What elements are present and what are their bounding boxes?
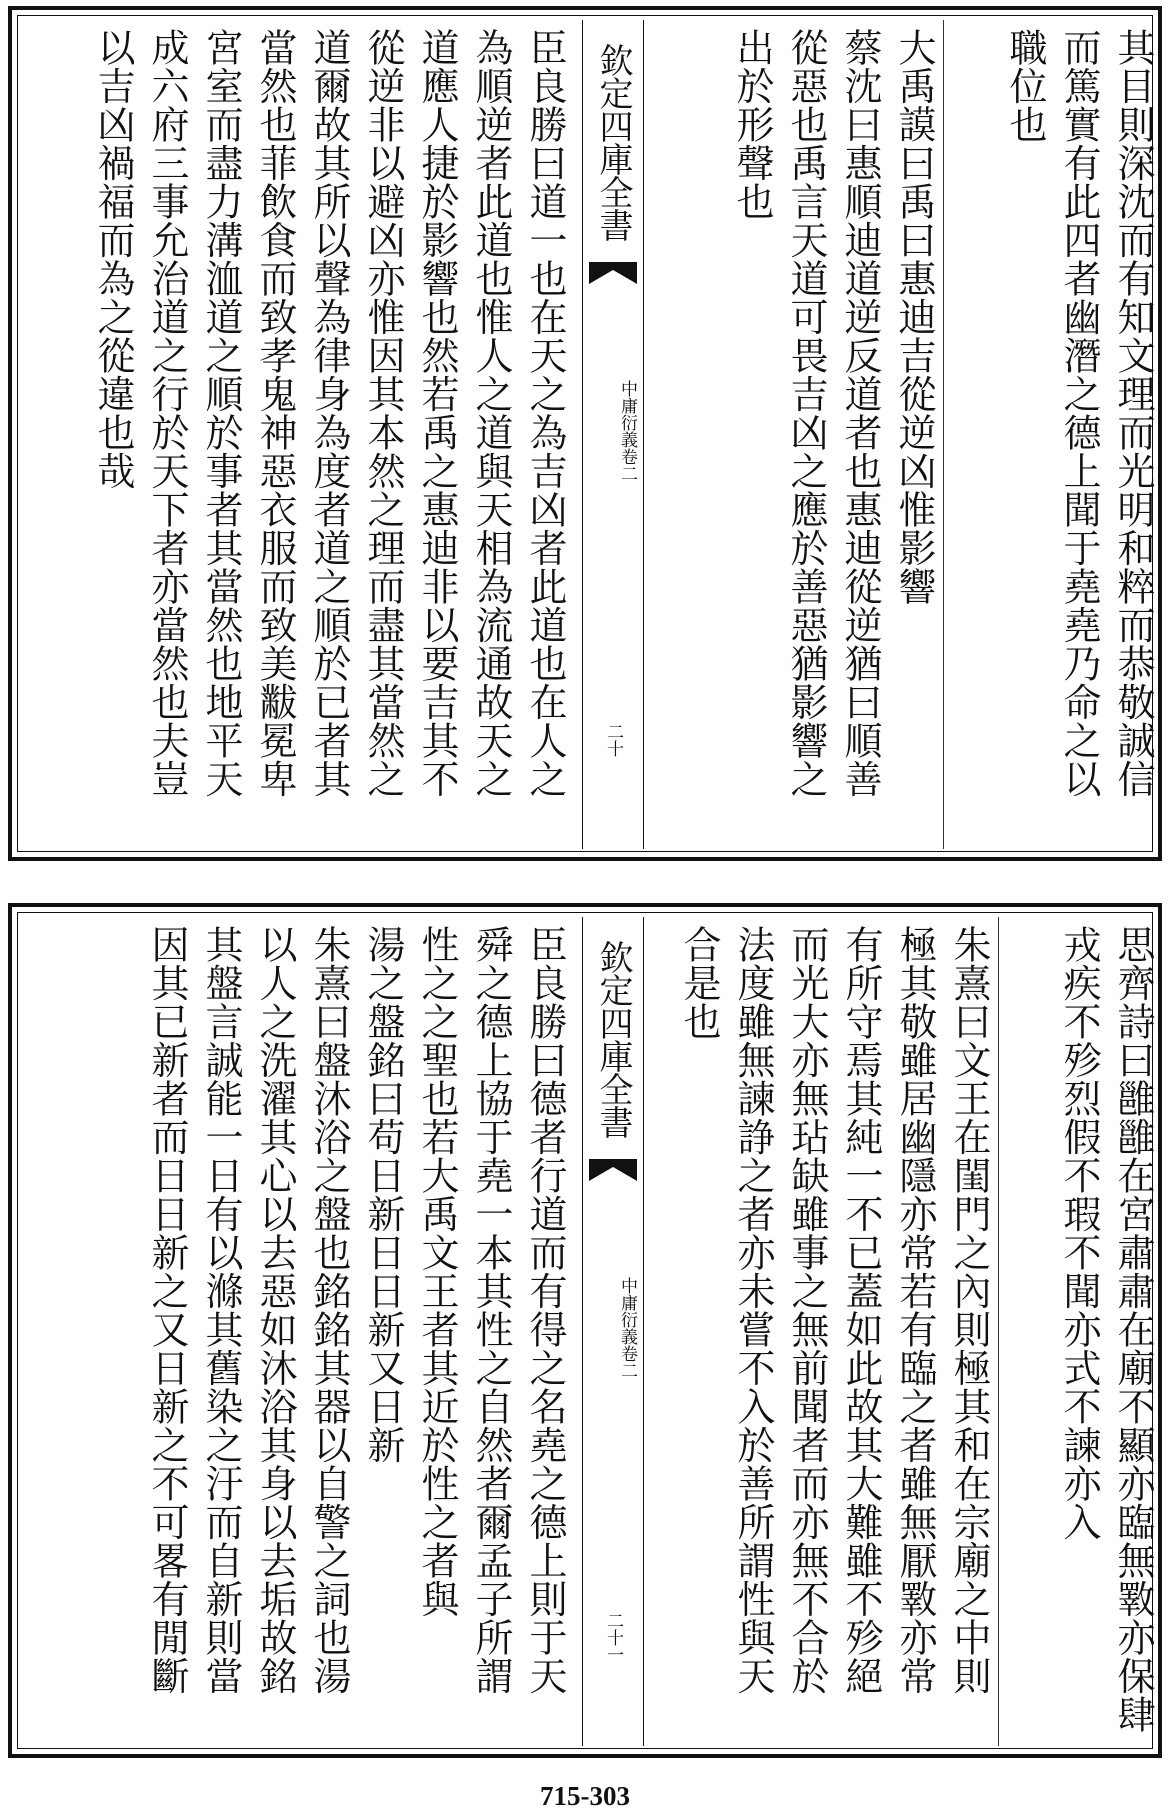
text-column: 出於形聲也 — [730, 28, 774, 221]
text-column: 極其敬雖居幽隱亦常若有臨之者雖無厭斁亦常 — [893, 925, 937, 1695]
text-column: 為順逆者此道也惟人之道與天相為流通故天之 — [469, 28, 513, 798]
center-fold — [582, 20, 644, 849]
bottom-page — [8, 903, 1162, 1758]
center-subtitle — [587, 380, 639, 600]
text-column: 朱熹曰盤沐浴之盤也銘銘其器以自警之詞也湯 — [307, 925, 351, 1695]
column-rule — [998, 917, 999, 1746]
column-rule — [943, 20, 944, 849]
fishtail-mark — [589, 1159, 637, 1181]
text-column: 思齊詩曰雝雝在宮肅肅在廟不顯亦臨無斁亦保肆 — [1111, 925, 1155, 1734]
text-column: 成六府三事允治道之行於天下者亦當然也夫豈 — [145, 28, 189, 798]
text-column: 道應人捷於影響也然若禹之惠迪非以要吉其不 — [415, 28, 459, 798]
center-subtitle — [587, 1277, 639, 1497]
text-column: 其盤言誠能一日有以滌其舊染之汙而自新則當 — [199, 925, 243, 1695]
text-column: 合是也 — [677, 925, 721, 1041]
text-column: 有所守焉其純一不已蓋如此故其大難雖不殄絕 — [839, 925, 883, 1695]
text-column: 戎疾不殄烈假不瑕不聞亦式不諫亦入 — [1057, 925, 1101, 1541]
folio-number: 二十 — [603, 723, 623, 757]
text-column: 朱熹曰文王在閨門之內則極其和在宗廟之中則 — [947, 925, 991, 1695]
text-column: 其目則深沈而有知文理而光明和粹而恭敬誠信 — [1111, 28, 1155, 798]
text-column: 蔡沈曰惠順迪道逆反道者也惠迪從逆猶曰順善 — [838, 28, 882, 798]
text-column: 大禹謨曰禹曰惠迪吉從逆凶惟影響 — [892, 28, 936, 606]
volume-label: 卷二 — [617, 448, 637, 482]
text-column: 職位也 — [1003, 28, 1047, 144]
text-column: 從逆非以避凶亦惟因其本然之理而盡其當然之 — [361, 28, 405, 798]
text-column: 而光大亦無玷缺雖事之無前聞者而亦無不合於 — [785, 925, 829, 1695]
text-column: 宮室而盡力溝洫道之順於事者其當然也地平天 — [199, 28, 243, 798]
text-column: 而篤實有此四者幽潛之德上聞于堯堯乃命之以 — [1057, 28, 1101, 798]
text-column: 臣良勝曰德者行道而有得之名堯之德上則于天 — [523, 925, 567, 1695]
text-column: 從惡也禹言天道可畏吉凶之應於善惡猶影響之 — [784, 28, 828, 798]
book-title: 中庸衍義 — [617, 380, 637, 448]
book-title: 中庸衍義 — [617, 1277, 637, 1345]
center-title: 欽定四庫全書 — [593, 940, 633, 1138]
top-page — [8, 6, 1162, 861]
text-column: 因其已新者而日日新之又日新之不可畧有閒斷 — [145, 925, 189, 1695]
text-column: 臣良勝曰道一也在天之為吉凶者此道也在人之 — [523, 28, 567, 798]
center-title: 欽定四庫全書 — [593, 43, 633, 241]
folio-number: 二十一 — [603, 1611, 623, 1663]
plate-number: 715-303 — [540, 1781, 630, 1811]
text-column: 法度雖無諫諍之者亦未嘗不入於善所謂性與天 — [731, 925, 775, 1695]
volume-label: 卷二 — [617, 1345, 637, 1379]
text-column: 以吉凶禍福而為之從違也哉 — [91, 28, 135, 490]
text-column: 當然也菲飲食而致孝鬼神惡衣服而致美黻冕卑 — [253, 28, 297, 798]
fishtail-mark — [589, 262, 637, 284]
center-fold — [582, 917, 644, 1746]
text-column: 以人之洗濯其心以去惡如沐浴其身以去垢故銘 — [253, 925, 297, 1695]
text-column: 湯之盤銘曰苟日新日日新又日新 — [361, 925, 405, 1464]
text-column: 性之之聖也若大禹文王者其近於性之者與 — [415, 925, 459, 1618]
text-column: 舜之德上協于堯一本其性之自然者爾孟子所謂 — [469, 925, 513, 1695]
text-column: 道爾故其所以聲為律身為度者道之順於已者其 — [307, 28, 351, 798]
